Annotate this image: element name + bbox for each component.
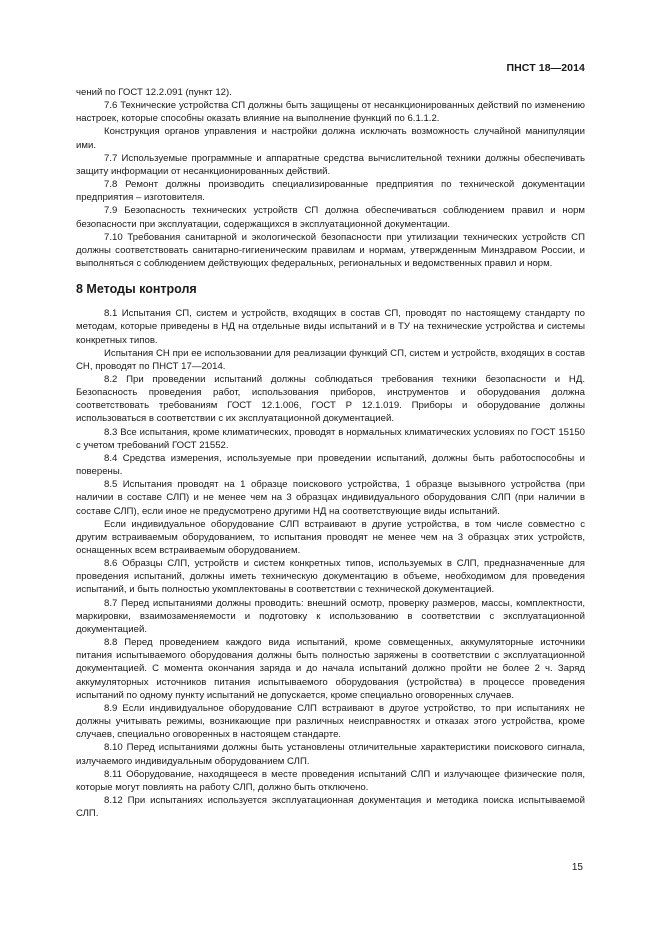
paragraph: Если индивидуальное оборудование СЛП встраивают в другие устройства, в том числе совместно с другим встраиваемым оборудованием, то испытания проводят не менее чем на 3 образцах этих устройств, оснащенных всем встраиваемым оборудованием.	[76, 518, 585, 556]
paragraph: Испытания СН при ее использовании для реализации функций СП, систем и устройств, входящих в состав СН, проводят по ПНСТ 17—2014.	[76, 347, 585, 372]
paragraph: 7.9 Безопасность технических устройств СП должна обеспечиваться соблюдением правил и норм безопасности при эксплуатации, содержащихся в эксплуатационной документации.	[76, 205, 585, 230]
paragraph: 8.11 Оборудование, находящееся в месте проведения испытаний СЛП и излучающее физические поля, которые могут повлиять на работу СЛП, должно быть отключено.	[76, 768, 585, 793]
paragraph: 8.8 Перед проведением каждого вида испытаний, кроме совмещенных, аккумуляторные источники питания испытываемого оборудования должны быть полностью заряжены в соответствии с эксплуатационной документацией. С момента окончания заряда и до начала испытаний должно пройти не более 2 ч. Заряд аккумуляторных источников питания испытываемого оборудования (устройства) в процессе проведения испытаний по одному пункту испытаний не допускается, кроме специально оговоренных случаев.	[76, 637, 585, 701]
paragraph: 8.6 Образцы СЛП, устройств и систем конкретных типов, используемых в СЛП, предназначенные для проведения испытаний, должны иметь техническую документацию в объеме, необходимом для проведения испытаний, и быть полностью укомплектованы в соответствии с технической документацией.	[76, 558, 585, 596]
section-heading: 8 Методы контроля	[76, 282, 197, 297]
paragraph: 8.7 Перед испытаниями должны проводить: внешний осмотр, проверку размеров, массы, комплектности, маркировки, взаимозаменяемости и подготовку к использованию в соответствии с эксплуатационной документацией.	[76, 597, 585, 635]
paragraph: 8.10 Перед испытаниями должны быть установлены отличительные характеристики поискового сигнала, излучаемого индивидуальным оборудованием СЛП.	[76, 742, 585, 767]
paragraph: 7.10 Требования санитарной и экологической безопасности при утилизации технических устройств СП должны соответствовать санитарно-гигиеническим правилам и нормам, утвержденным Минздравом России, и выполняться с соблюдением действующих федеральных, региональных и ведомственных правил и норм.	[76, 231, 585, 270]
paragraph: 8.2 При проведении испытаний должны соблюдаться требования техники безопасности и НД. Безопасность проведения работ, использования приборов, инструментов и оборудования должна соответствовать требованиям ГОСТ 12.1.006, ГОСТ Р 12.1.019. Приборы и оборудование должны использоваться в соответствии с их эксплуатационной документацией.	[76, 373, 585, 425]
document-code: ПНСТ 18—2014	[506, 62, 585, 74]
paragraph: Конструкция органов управления и настройки должна исключать возможность случайной манипуляции ими.	[76, 126, 585, 151]
paragraph: 7.7 Используемые программные и аппаратные средства вычислительной техники должны обеспечивать защиту информации от несанкционированных действий.	[76, 152, 585, 177]
paragraph: 8.12 При испытаниях используется эксплуатационная документация и методика поиска испытываемой СЛП.	[76, 794, 585, 820]
paragraph: 7.6 Технические устройства СП должны быть защищены от несанкционированных действий по изменению настроек, которые способны оказать влияние на выполнение функций по 6.1.1.2.	[76, 100, 585, 125]
paragraph: 8.1 Испытания СП, систем и устройств, входящих в состав СП, проводят по настоящему стандарту по методам, которые приведены в НД на отдельные виды испытаний и в ТУ на технические устройства и системы конкретных типов.	[76, 308, 585, 346]
paragraph: 8.5 Испытания проводят на 1 образце поискового устройства, 1 образце вызывного устройства (при наличии в составе СЛП) и не менее чем на 3 образцах индивидуального оборудования СЛП (при наличии в составе СЛП), если иное не предусмотрено другими НД на соответствующие виды испытаний.	[76, 479, 585, 517]
paragraph: 8.4 Средства измерения, используемые при проведении испытаний, должны быть работоспособны и поверены.	[76, 452, 585, 478]
paragraph: чений по ГОСТ 12.2.091 (пункт 12).	[76, 87, 232, 98]
document-body	[76, 86, 585, 820]
paragraph: 8.9 Если индивидуальное оборудование СЛП встраивают в другое устройство, то при испытаниях не должны учитывать режимы, возникающие при различных неисправностях и отказах этого устройства, кроме случаев, специально оговоренных в настоящем стандарте.	[76, 702, 585, 741]
paragraph: 8.3 Все испытания, кроме климатических, проводят в нормальных климатических условиях по ГОСТ 15150 с учетом требований ГОСТ 21552.	[76, 426, 585, 451]
paragraph: 7.8 Ремонт должны производить специализированные предприятия по технической документации предприятия – изготовителя.	[76, 179, 585, 204]
page-number: 15	[571, 862, 583, 873]
